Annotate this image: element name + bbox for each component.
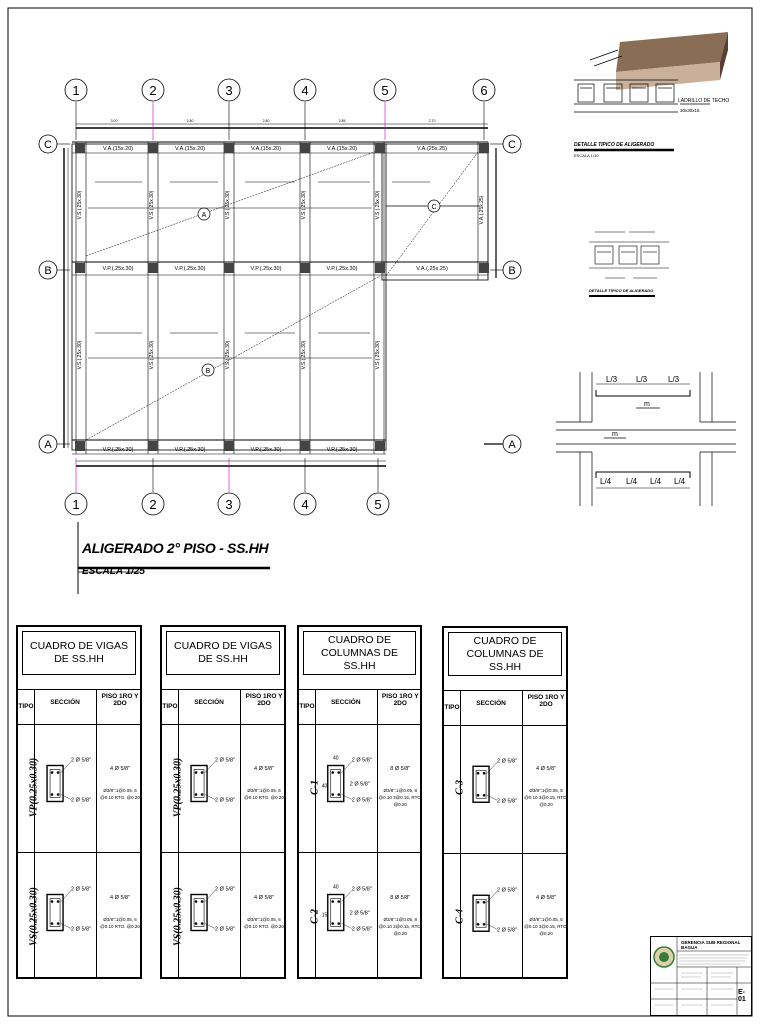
dim-top-1: 2.80 bbox=[186, 119, 194, 123]
axis-label-top-6: 6 bbox=[480, 83, 488, 98]
table-header-cell: SECCIÓN bbox=[50, 699, 80, 706]
rebar bbox=[477, 922, 480, 925]
section-sketch bbox=[460, 853, 522, 982]
axis-label-top-1: 1 bbox=[72, 83, 80, 98]
bars-top-label: 2 Ø 5/8" bbox=[71, 757, 92, 764]
stirrup-spec: Ø3/8":1@0.05, 6 @0.10 RTO. @0.20 bbox=[244, 787, 284, 800]
column-A-2 bbox=[224, 441, 234, 451]
sheet-number: E-01 bbox=[738, 989, 746, 1003]
aligerado-detail-title: DETALLE TIPICO DE ALIGERADO bbox=[574, 142, 655, 148]
bars-top-label: 2 Ø 5/8" bbox=[497, 758, 518, 765]
column-B-3 bbox=[300, 263, 310, 273]
rebar bbox=[477, 772, 480, 775]
rebar bbox=[201, 900, 204, 903]
bars-top-label: 2 Ø 5/8" bbox=[351, 757, 372, 764]
section-outline bbox=[191, 895, 207, 931]
vs-label-2-0: V.S.(.25x.30) bbox=[225, 190, 231, 220]
baston-bot-4: L/4 bbox=[674, 477, 686, 486]
bars-bottom-label: 2 Ø 5/8" bbox=[351, 797, 372, 804]
rebar bbox=[483, 772, 486, 775]
va-label-right: V.A.(.25x.25) bbox=[479, 195, 485, 225]
table-header-cell: PISO 1RO Y 2DO bbox=[381, 693, 419, 707]
vs-label-1-1: V.S.(.25x.30) bbox=[149, 340, 155, 370]
baston-m-mid: m bbox=[612, 431, 618, 438]
table-header-cell: TIPO bbox=[162, 703, 178, 710]
column-C-4 bbox=[375, 143, 385, 153]
rebar bbox=[201, 922, 204, 925]
section-sketch bbox=[315, 852, 377, 981]
column-C-0 bbox=[75, 143, 85, 153]
axis-label-bottom-2: 2 bbox=[149, 497, 157, 512]
stirrup bbox=[476, 899, 486, 927]
stirrup-spec: Ø3/8":1@0.05, 6 @0.10 RTO. @0.20 bbox=[100, 787, 140, 800]
vs-label-4-0: V.S.(.25x.30) bbox=[375, 190, 381, 220]
rebar bbox=[51, 771, 54, 774]
rebar-count: 4 Ø 5/8" bbox=[536, 766, 557, 773]
aligerado-detail-2 bbox=[585, 220, 695, 310]
rebar bbox=[195, 771, 198, 774]
column-A-4 bbox=[375, 441, 385, 451]
column-B-4 bbox=[375, 263, 385, 273]
column-B-1 bbox=[148, 263, 158, 273]
dim-label: 15 bbox=[321, 912, 328, 919]
table-row-type: VP(0.25x0.30) bbox=[172, 757, 184, 817]
section-outline bbox=[473, 766, 489, 802]
axis-label-top-2: 2 bbox=[149, 83, 157, 98]
table-1 bbox=[16, 625, 142, 979]
column-C-5 bbox=[479, 143, 489, 153]
bars-bottom-label: 2 Ø 5/8" bbox=[497, 798, 518, 805]
table-row-type: C-2 bbox=[309, 908, 321, 924]
section-outline bbox=[191, 766, 207, 802]
rebar bbox=[201, 771, 204, 774]
beam-label-B-0: V.P.(.25x.30) bbox=[102, 266, 134, 272]
beam-label-C-3: V.A.(15x.20) bbox=[326, 146, 358, 152]
section-outline bbox=[328, 766, 344, 802]
dim-top-2: 2.80 bbox=[262, 119, 270, 123]
table-row-type: VS(0.25x0.30) bbox=[28, 886, 40, 946]
bars-mid-label: 2 Ø 5/8" bbox=[349, 910, 370, 917]
section-outline bbox=[47, 895, 63, 931]
bars-bottom-label: 2 Ø 5/8" bbox=[215, 797, 236, 804]
table-header-cell: PISO 1RO Y 2DO bbox=[101, 693, 139, 707]
rebar bbox=[337, 771, 340, 774]
table-header-cell: TIPO bbox=[18, 703, 34, 710]
axis-label-right-C: C bbox=[508, 139, 516, 151]
rebar-count: 4 Ø 5/8" bbox=[110, 894, 131, 901]
rebar bbox=[331, 922, 334, 925]
rebar-count: 8 Ø 5/8" bbox=[390, 894, 411, 901]
table-header-cell: TIPO bbox=[444, 704, 460, 711]
table-header-cell: SECCIÓN bbox=[330, 699, 361, 706]
section-mark-label-A: A bbox=[201, 212, 207, 219]
baston-bot-1: L/4 bbox=[600, 477, 612, 486]
table-title: CUADRO DE VIGAS DE SS.HH bbox=[166, 631, 280, 675]
rebar bbox=[51, 793, 54, 796]
floor-plan bbox=[0, 0, 560, 600]
beam-label-B-3: V.P.(.25x.30) bbox=[326, 266, 358, 272]
table-header-cell: PISO 1RO Y 2DO bbox=[527, 694, 565, 708]
rebar-count: 4 Ø 5/8" bbox=[536, 894, 557, 901]
rebar bbox=[201, 793, 204, 796]
column-A-0 bbox=[75, 441, 85, 451]
section-outline bbox=[328, 895, 344, 931]
stirrup bbox=[194, 770, 204, 798]
rebar bbox=[57, 900, 60, 903]
beam-label-A-0: V.P.(.25x.30) bbox=[102, 447, 134, 453]
plan-scale: ESCALA 1/25 bbox=[82, 566, 145, 577]
table-row-type: C-3 bbox=[454, 780, 466, 796]
beam-label-C-2: V.A.(15x.20) bbox=[250, 146, 282, 152]
column-C-2 bbox=[224, 143, 234, 153]
section-mark-label-B: B bbox=[205, 368, 211, 375]
column-C-1 bbox=[148, 143, 158, 153]
table-header-cell: SECCIÓN bbox=[476, 700, 506, 707]
stirrup-spec: Ø3/8":1@0.05, 8 @0.10 3@0.15, RTO. @0.20 bbox=[378, 916, 422, 936]
bars-top-label: 2 Ø 5/8" bbox=[71, 886, 92, 893]
beam-label-C-0: V.A.(15x.20) bbox=[102, 146, 134, 152]
column-A-1 bbox=[148, 441, 158, 451]
baston-top-1: L/3 bbox=[606, 375, 618, 384]
rebar bbox=[57, 922, 60, 925]
rebar-count: 4 Ø 5/8" bbox=[254, 894, 275, 901]
table-header-cell: TIPO bbox=[299, 703, 315, 710]
rebar bbox=[483, 794, 486, 797]
rebar bbox=[331, 900, 334, 903]
table-4 bbox=[442, 626, 568, 979]
table-row-type: C-4 bbox=[454, 908, 466, 924]
bars-top-label: 2 Ø 5/8" bbox=[215, 886, 236, 893]
stirrup-spec: Ø3/8":1@0.05, 5 @0.10 3@0.15, RTO. @0.20 bbox=[524, 916, 568, 936]
rebar bbox=[51, 922, 54, 925]
rebar bbox=[483, 922, 486, 925]
bars-top-label: 2 Ø 5/8" bbox=[351, 886, 372, 893]
beam-label-B-4: V.A.(.25x.25) bbox=[416, 266, 448, 272]
table-header-cell: SECCIÓN bbox=[194, 699, 224, 706]
rebar-spec bbox=[240, 895, 288, 930]
section-sketch bbox=[34, 852, 96, 981]
rebar-spec bbox=[377, 895, 425, 937]
stirrup bbox=[50, 899, 60, 927]
baston-m-top: m bbox=[644, 401, 650, 408]
rebar bbox=[477, 794, 480, 797]
axis-label-bottom-5: 5 bbox=[374, 497, 382, 512]
rebar-spec bbox=[240, 766, 288, 801]
stirrup-spec: Ø3/8":1@0.05, 8 @0.10 3@0.15, RTO. @0.20 bbox=[524, 788, 568, 808]
rebar bbox=[483, 900, 486, 903]
axis-label-bottom-3: 3 bbox=[225, 497, 233, 512]
rebar-spec bbox=[377, 766, 425, 808]
axis-label-top-3: 3 bbox=[225, 83, 233, 98]
vs-label-0-0: V.S.(.25x.30) bbox=[77, 190, 83, 220]
rebar bbox=[477, 900, 480, 903]
dim-top-3: 2.85 bbox=[338, 119, 346, 123]
section-sketch bbox=[315, 723, 377, 852]
axis-label-bottom-4: 4 bbox=[301, 497, 309, 512]
table-3 bbox=[297, 625, 422, 979]
column-C-3 bbox=[300, 143, 310, 153]
bars-bottom-label: 2 Ø 5/8" bbox=[497, 926, 518, 933]
rebar-count: 8 Ø 5/8" bbox=[390, 765, 411, 772]
stirrup-spec: Ø3/8":1@0.05, 6 @0.10 RTO. @0.20 bbox=[244, 916, 284, 929]
table-col-divider bbox=[240, 689, 241, 977]
table-row-type: VP(0.25x0.30) bbox=[28, 757, 40, 817]
rebar bbox=[337, 922, 340, 925]
bars-mid-label: 2 Ø 5/8" bbox=[349, 781, 370, 788]
rebar-spec bbox=[96, 766, 144, 801]
stirrup bbox=[50, 770, 60, 798]
axis-label-left-C: C bbox=[44, 139, 52, 151]
baston-bot-2: L/4 bbox=[626, 477, 638, 486]
vs-label-2-1: V.S.(.25x.30) bbox=[225, 340, 231, 370]
rebar-count: 4 Ø 5/8" bbox=[254, 765, 275, 772]
axis-label-top-5: 5 bbox=[381, 83, 389, 98]
bars-top-label: 2 Ø 5/8" bbox=[497, 886, 518, 893]
vs-label-3-1: V.S.(.25x.30) bbox=[301, 340, 307, 370]
bastones-detail bbox=[552, 366, 740, 510]
bars-bottom-label: 2 Ø 5/8" bbox=[71, 797, 92, 804]
bars-bottom-label: 2 Ø 5/8" bbox=[215, 926, 236, 933]
bars-bottom-label: 2 Ø 5/8" bbox=[71, 926, 92, 933]
plan-title: ALIGERADO 2° PISO - SS.HH bbox=[82, 540, 269, 556]
section-mark-label-C: C bbox=[431, 204, 437, 211]
column-B-0 bbox=[75, 263, 85, 273]
axis-label-left-B: B bbox=[44, 265, 52, 277]
dim-label: 40 bbox=[321, 783, 328, 790]
section-outline bbox=[473, 895, 489, 931]
rebar bbox=[195, 922, 198, 925]
section-sketch bbox=[178, 723, 240, 852]
rebar bbox=[57, 771, 60, 774]
table-header-cell: PISO 1RO Y 2DO bbox=[245, 693, 283, 707]
vs-label-0-1: V.S.(.25x.30) bbox=[77, 340, 83, 370]
beam-label-C-4: V.A.(25x.25) bbox=[416, 146, 448, 152]
vs-label-4-1: V.S.(.25x.30) bbox=[375, 340, 381, 370]
stirrup bbox=[331, 899, 341, 927]
baston-top-3: L/3 bbox=[668, 375, 680, 384]
bars-top-label: 2 Ø 5/8" bbox=[215, 757, 236, 764]
section-outline bbox=[47, 766, 63, 802]
axis-label-top-4: 4 bbox=[301, 83, 309, 98]
stirrup-spec: Ø3/8":1@0.05, 6 @0.10 RTO. @0.20 bbox=[100, 916, 140, 929]
table-row-type: C-1 bbox=[309, 779, 321, 795]
rebar bbox=[331, 771, 334, 774]
entity-name: GERENCIA SUB REGIONAL BAGUA bbox=[681, 940, 741, 950]
aligerado-detail-scale: ESCALA 1/10 bbox=[574, 153, 599, 158]
section-sketch bbox=[178, 852, 240, 981]
section-sketch bbox=[34, 723, 96, 852]
beam-label-C-1: V.A.(15x.20) bbox=[174, 146, 206, 152]
rebar-spec bbox=[522, 766, 570, 808]
baston-top-2: L/3 bbox=[636, 375, 648, 384]
rebar bbox=[337, 900, 340, 903]
aligerado-detail-2-title: DETALLE TIPICO DE ALIGERADO bbox=[589, 288, 654, 293]
column-A-3 bbox=[300, 441, 310, 451]
rebar bbox=[195, 900, 198, 903]
title-block bbox=[650, 936, 752, 1016]
dim-top-0: 3.00 bbox=[110, 119, 118, 123]
stirrup-spec: Ø3/8":1@0.05, 8 @0.10 3@0.15, RTO. @0.20 bbox=[378, 787, 422, 807]
dim-label: 40 bbox=[332, 884, 339, 891]
axis-label-left-A: A bbox=[44, 439, 52, 451]
rebar-spec bbox=[96, 895, 144, 930]
vs-label-3-0: V.S.(.25x.30) bbox=[301, 190, 307, 220]
column-B-2 bbox=[224, 263, 234, 273]
beam-label-A-2: V.P.(.25x.30) bbox=[250, 447, 282, 453]
rebar-spec bbox=[522, 895, 570, 937]
rebar-count: 4 Ø 5/8" bbox=[110, 765, 131, 772]
stirrup bbox=[331, 770, 341, 798]
table-title: CUADRO DE COLUMNAS DE SS.HH bbox=[303, 631, 416, 675]
axis-label-right-B: B bbox=[508, 265, 516, 277]
rebar bbox=[51, 900, 54, 903]
stirrup bbox=[476, 770, 486, 798]
table-row-type: VS(0.25x0.30) bbox=[172, 886, 184, 946]
beam-label-A-3: V.P.(.25x.30) bbox=[326, 447, 358, 453]
beam-label-A-1: V.P.(.25x.30) bbox=[174, 447, 206, 453]
ladrillo-label: LADRILLO DE TECHO bbox=[678, 98, 730, 104]
table-2 bbox=[160, 625, 286, 979]
dim-label: 40 bbox=[332, 755, 339, 762]
beam-label-B-2: V.P.(.25x.30) bbox=[250, 266, 282, 272]
rebar bbox=[331, 793, 334, 796]
beam-label-B-1: V.P.(.25x.30) bbox=[174, 266, 206, 272]
table-title: CUADRO DE VIGAS DE SS.HH bbox=[22, 631, 136, 675]
aligerado-detail bbox=[560, 20, 760, 160]
vs-label-1-0: V.S.(.25x.30) bbox=[149, 190, 155, 220]
table-col-divider bbox=[96, 689, 97, 977]
stirrup bbox=[194, 899, 204, 927]
bars-bottom-label: 2 Ø 5/8" bbox=[351, 926, 372, 933]
axis-label-bottom-1: 1 bbox=[72, 497, 80, 512]
rebar bbox=[195, 793, 198, 796]
table-title: CUADRO DE COLUMNAS DE SS.HH bbox=[448, 632, 562, 676]
axis-label-right-A: A bbox=[508, 439, 516, 451]
rebar bbox=[337, 793, 340, 796]
rebar bbox=[57, 793, 60, 796]
ladrillo-size: 30x30x15 bbox=[680, 108, 700, 113]
column-B-5 bbox=[479, 263, 489, 273]
baston-bot-3: L/4 bbox=[650, 477, 662, 486]
section-sketch bbox=[460, 724, 522, 853]
dim-top-4: 2.70 bbox=[428, 119, 436, 123]
